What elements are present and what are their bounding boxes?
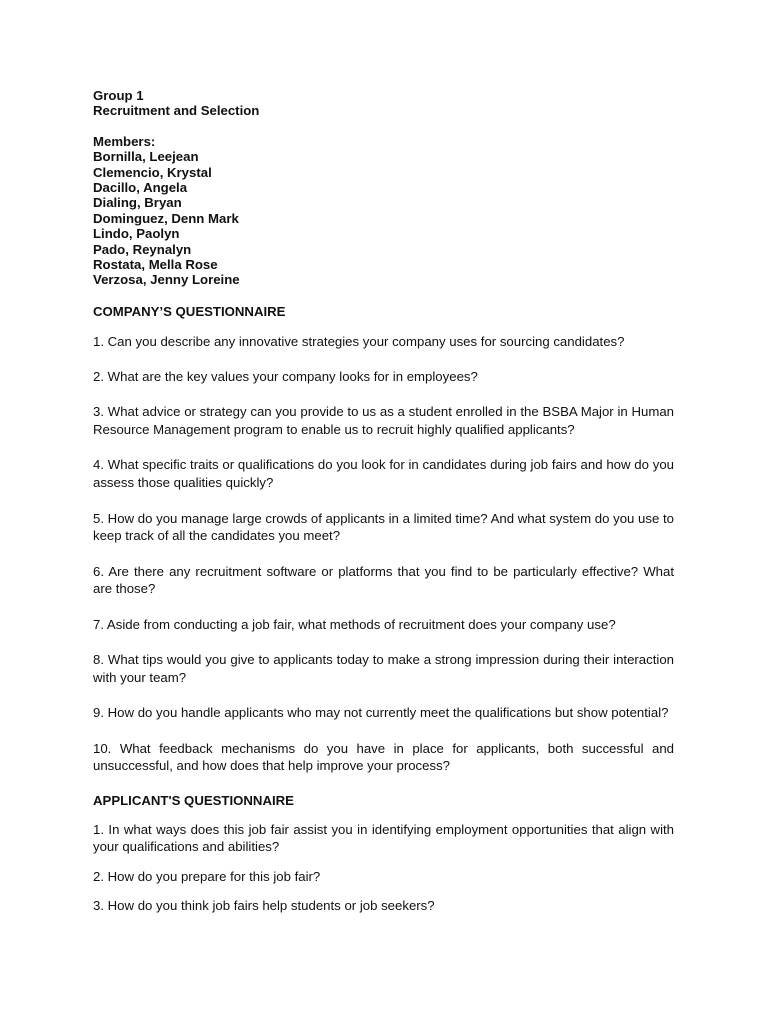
- company-question: 2. What are the key values your company looks for in employees?: [93, 369, 478, 385]
- member-name: Dialing, Bryan: [93, 195, 182, 211]
- member-name: Verzosa, Jenny Loreine: [93, 272, 240, 288]
- applicant-questionnaire-heading: APPLICANT'S QUESTIONNAIRE: [93, 793, 294, 808]
- group-label: Group 1: [93, 88, 144, 103]
- company-question: 6. Are there any recruitment software or platforms that you find to be particularly effective? What are those?: [93, 563, 674, 597]
- member-name: Clemencio, Krystal: [93, 164, 212, 180]
- company-question: 3. What advice or strategy can you provide to us as a student enrolled in the BSBA Major in Human Resource Management program to enable us to recruit highly qualified applicants?: [93, 404, 674, 437]
- member-name: Dacillo, Angela: [93, 180, 188, 196]
- document-header: [93, 88, 674, 119]
- member-name: Rostata, Mella Rose: [93, 257, 218, 273]
- company-question: 10. What feedback mechanisms do you have in place for applicants, both successful and unsuccessful, and how does that help improve your process?: [93, 740, 674, 774]
- topic-title: Recruitment and Selection: [93, 103, 260, 119]
- applicant-question: 1. In what ways does this job fair assist you in identifying employment opportunities that align with your qualifications and abilities?: [93, 822, 674, 854]
- company-question: 7. Aside from conducting a job fair, what methods of recruitment does your company use?: [93, 617, 616, 633]
- company-question: 5. How do you manage large crowds of applicants in a limited time? And what system do you use to keep track of all the candidates you meet?: [93, 510, 674, 544]
- member-name: Pado, Reynalyn: [93, 241, 192, 257]
- company-question: 8. What tips would you give to applicants today to make a strong impression during their interaction with your team?: [93, 652, 674, 685]
- member-name: Bornilla, Leejean: [93, 149, 199, 165]
- company-questions-list: [93, 333, 674, 775]
- company-question: 1. Can you describe any innovative strategies your company uses for sourcing candidates?: [93, 334, 625, 350]
- applicant-questions-list: [93, 822, 674, 914]
- member-name: Dominguez, Denn Mark: [93, 210, 239, 226]
- applicant-question: 2. How do you prepare for this job fair?: [93, 868, 321, 884]
- members-heading: Members:: [93, 133, 156, 149]
- company-question: 9. How do you handle applicants who may not currently meet the qualifications but show potential?: [93, 705, 669, 721]
- company-questionnaire-heading: COMPANY’S QUESTIONNAIRE: [93, 303, 286, 319]
- company-question: 4. What specific traits or qualifications do you look for in candidates during job fairs and how do you assess those qualities quickly?: [93, 457, 674, 491]
- members-section: [93, 134, 674, 288]
- applicant-question: 3. How do you think job fairs help students or job seekers?: [93, 898, 435, 914]
- member-name: Lindo, Paolyn: [93, 226, 180, 242]
